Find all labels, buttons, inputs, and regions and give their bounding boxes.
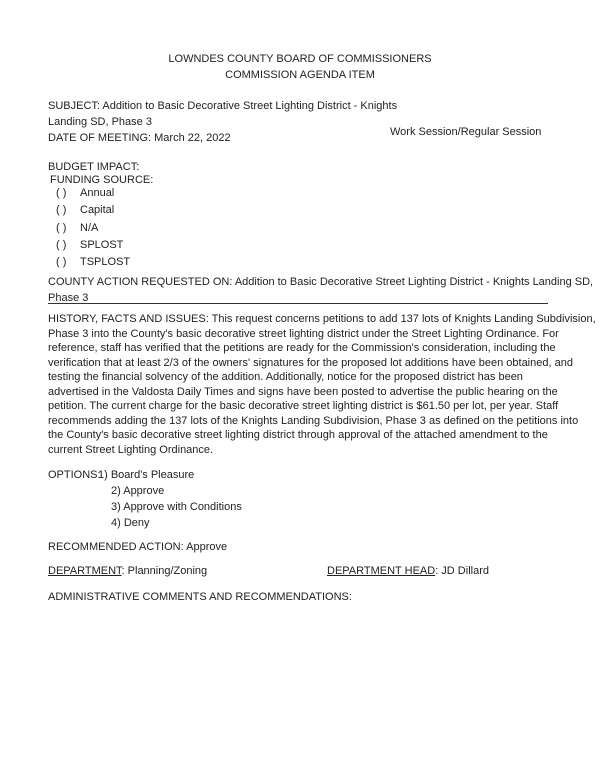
department-label: DEPARTMENT xyxy=(48,565,122,577)
action-requested-line-2: Phase 3 xyxy=(48,292,89,304)
history-line: HISTORY, FACTS AND ISSUES: This request concerns petitions to add 137 lots of Knights Landing Subdivision, xyxy=(48,313,596,325)
budget-impact-label: BUDGET IMPACT: xyxy=(48,161,140,173)
funding-checkbox: ( ) xyxy=(56,238,67,251)
department-head-label: DEPARTMENT HEAD xyxy=(327,565,436,577)
option-item: 1) Board's Pleasure xyxy=(98,469,195,481)
department-head xyxy=(327,564,489,578)
history-line: testing the financial solvency of the addition. Additionally, notice for the proposed district has been xyxy=(48,371,523,383)
funding-option-label: N/A xyxy=(80,221,99,234)
history-line: the County's basic decorative street lighting district through approval of the attached amendment to the xyxy=(48,429,548,441)
funding-option-label: Capital xyxy=(80,204,115,217)
history-line: verification that at least 2/3 of the owners' signatures for the proposed lot additions have been obtained, and xyxy=(48,356,573,369)
recommended-action: RECOMMENDED ACTION: Approve xyxy=(48,541,228,553)
session-type: Work Session/Regular Session xyxy=(390,126,542,138)
option-item: 2) Approve xyxy=(111,485,165,497)
funding-checkbox: ( ) xyxy=(56,221,67,234)
agenda-item-title: COMMISSION AGENDA ITEM xyxy=(225,69,375,81)
history-line: recommends adding the 137 lots of the Knights Landing Subdivision, Phase 3 as defined on the petitions into xyxy=(48,414,579,427)
meeting-date: DATE OF MEETING: March 22, 2022 xyxy=(48,132,231,144)
history-line: advertised in the Valdosta Daily Times and signs have been posted to advertise the public hearing on the xyxy=(48,385,558,398)
funding-checkbox: ( ) xyxy=(56,204,67,217)
department-value: : Planning/Zoning xyxy=(121,565,208,577)
subject-line-1: SUBJECT: Addition to Basic Decorative Street Lighting District - Knights xyxy=(48,100,398,112)
funding-option-label: Annual xyxy=(80,187,115,199)
funding-checkbox: ( ) xyxy=(56,187,67,199)
history-line: petition. The current charge for the basic decorative street lighting district is $61.50 per lot, per year. Staff xyxy=(48,400,559,412)
funding-option-label: SPLOST xyxy=(80,238,124,251)
history-line: Phase 3 into the County's basic decorative street lighting district under the Street Lighting Ordinance. For xyxy=(48,327,559,340)
section-divider xyxy=(48,303,548,304)
history-line: current Street Lighting Ordinance. xyxy=(48,443,214,456)
department-head-value: : JD Dillard xyxy=(435,565,489,577)
options-label: OPTIONS: xyxy=(48,469,101,481)
administrative-comments-label: ADMINISTRATIVE COMMENTS AND RECOMMENDATIONS: xyxy=(48,591,352,603)
funding-source-label: FUNDING SOURCE: xyxy=(50,174,154,186)
funding-checkbox: ( ) xyxy=(56,256,67,269)
board-title: LOWNDES COUNTY BOARD OF COMMISSIONERS xyxy=(168,53,432,65)
action-requested-line-1: COUNTY ACTION REQUESTED ON: Addition to Basic Decorative Street Lighting District - Knights Landing SD, xyxy=(48,276,594,288)
department xyxy=(48,564,207,578)
option-item: 4) Deny xyxy=(111,517,150,529)
option-item: 3) Approve with Conditions xyxy=(111,501,242,513)
history-line: reference, staff has verified that the petitions are ready for the Commission's consideration, including the xyxy=(48,342,556,354)
subject-line-2: Landing SD, Phase 3 xyxy=(48,116,152,128)
funding-option-label: TSPLOST xyxy=(80,256,131,269)
